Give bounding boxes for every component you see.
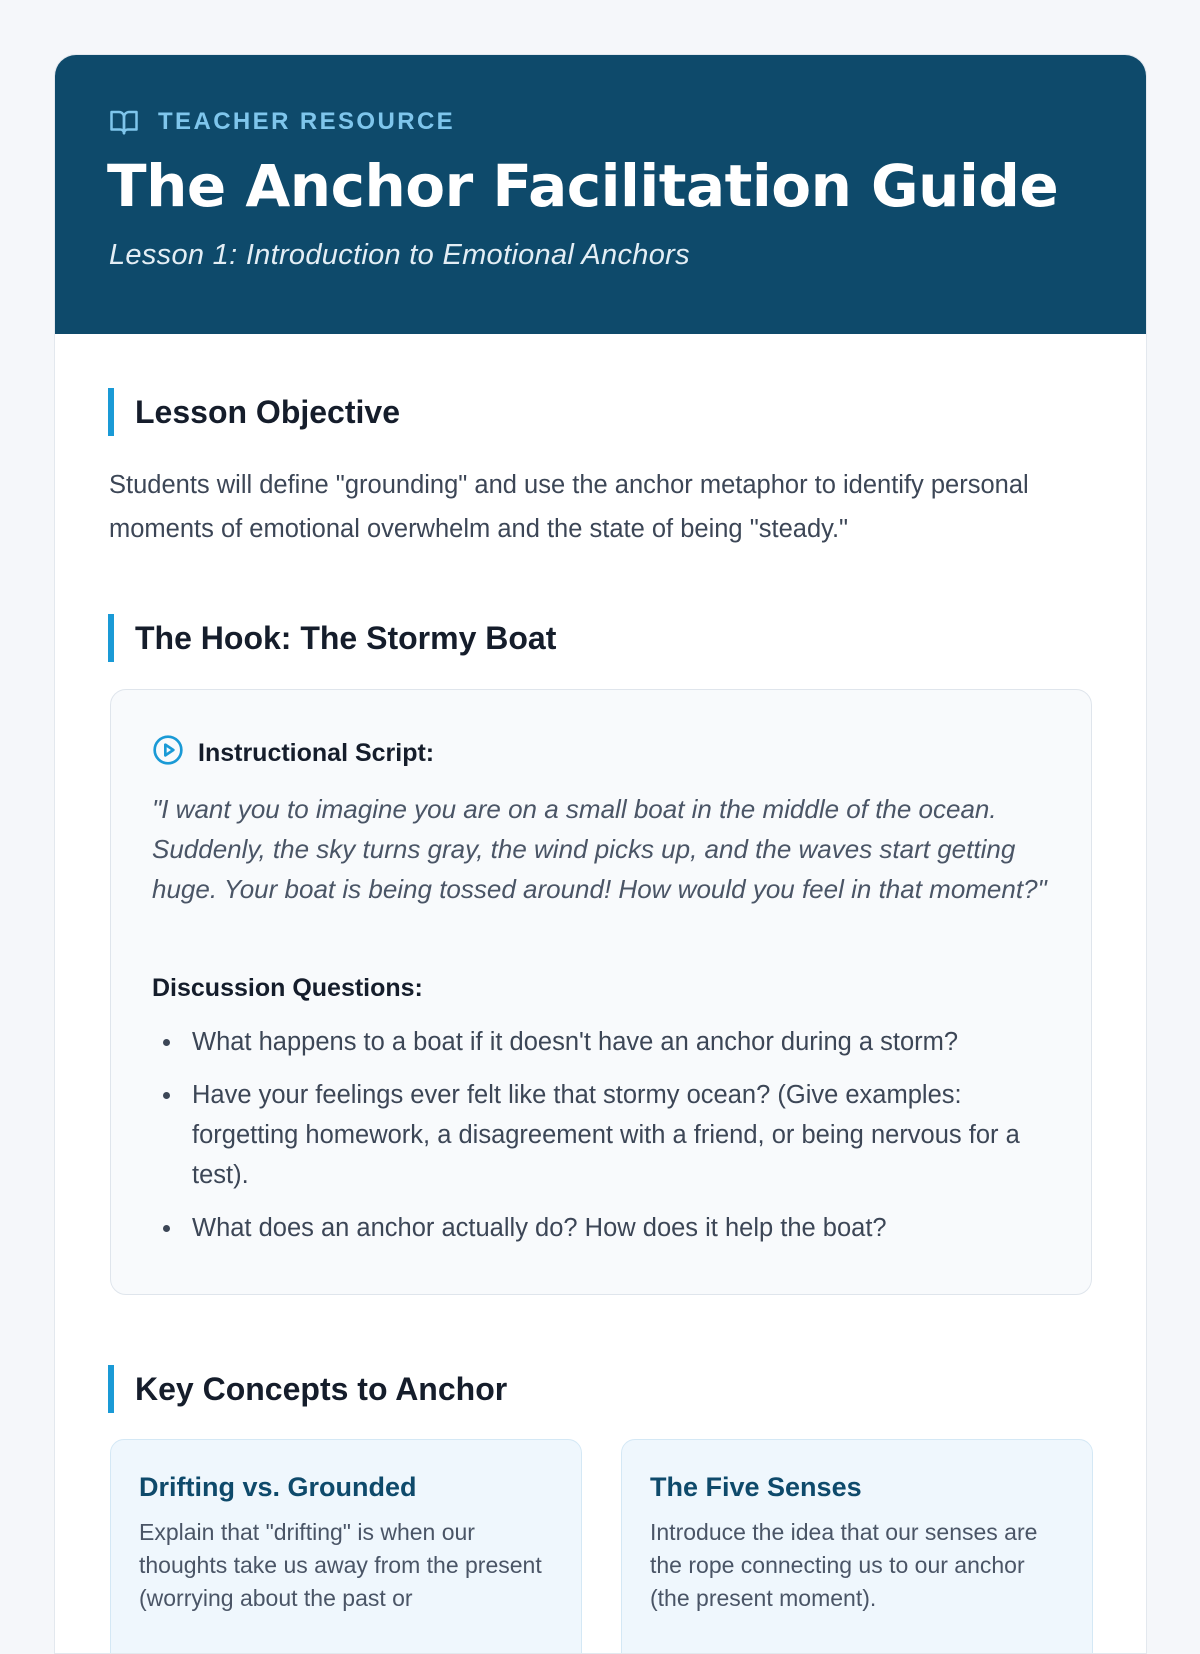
concept-title: The Five Senses [650,1472,862,1502]
concept-card-five-senses [621,1439,1093,1654]
script-label [152,734,434,773]
list-item: What does an anchor actually do? How does it help the boat? [152,1208,1052,1248]
concept-card-drifting [110,1439,582,1654]
eyebrow-label: TEACHER RESOURCE [158,108,456,135]
open-book-icon [108,107,140,137]
section-heading-hook: The Hook: The Stormy Boat [108,614,556,662]
instructional-script-box [110,689,1092,1295]
objective-text: Students will define "grounding" and use the anchor metaphor to identify personal moments of emotional overwhelm and the state of being "steady." [109,471,1029,543]
eyebrow [108,107,455,137]
concept-text: Introduce the idea that our senses are the rope connecting us to our anchor (the present moment). [650,1519,1038,1611]
discussion-questions-label: Discussion Questions: [152,974,423,1002]
script-label-text: Instructional Script: [198,739,435,767]
concept-text: Explain that "drifting" is when our thoughts take us away from the present (worrying about the past or [139,1519,542,1611]
section-heading-objective: Lesson Objective [108,388,400,436]
concept-title: Drifting vs. Grounded [139,1472,417,1502]
section-heading-concepts: Key Concepts to Anchor [108,1365,507,1413]
discussion-questions-list [152,1022,1052,1261]
guide-card [54,54,1147,1654]
list-item: What happens to a boat if it doesn't have an anchor during a storm? [152,1022,1052,1062]
list-item: Have your feelings ever felt like that stormy ocean? (Give examples: forgetting homework, a disagreement with a friend, or being nervous for a test). [152,1075,1052,1195]
page-title: The Anchor Facilitation Guide [107,152,1059,220]
page-subtitle: Lesson 1: Introduction to Emotional Anchors [109,239,690,271]
play-circle-icon [152,734,184,773]
script-quote: "I want you to imagine you are on a small boat in the middle of the ocean. Suddenly, the sky turns gray, the wind picks up, and the waves start getting huge. Your boat is being tossed around! How would you feel in that moment?" [152,794,1047,904]
guide-header [55,55,1146,334]
